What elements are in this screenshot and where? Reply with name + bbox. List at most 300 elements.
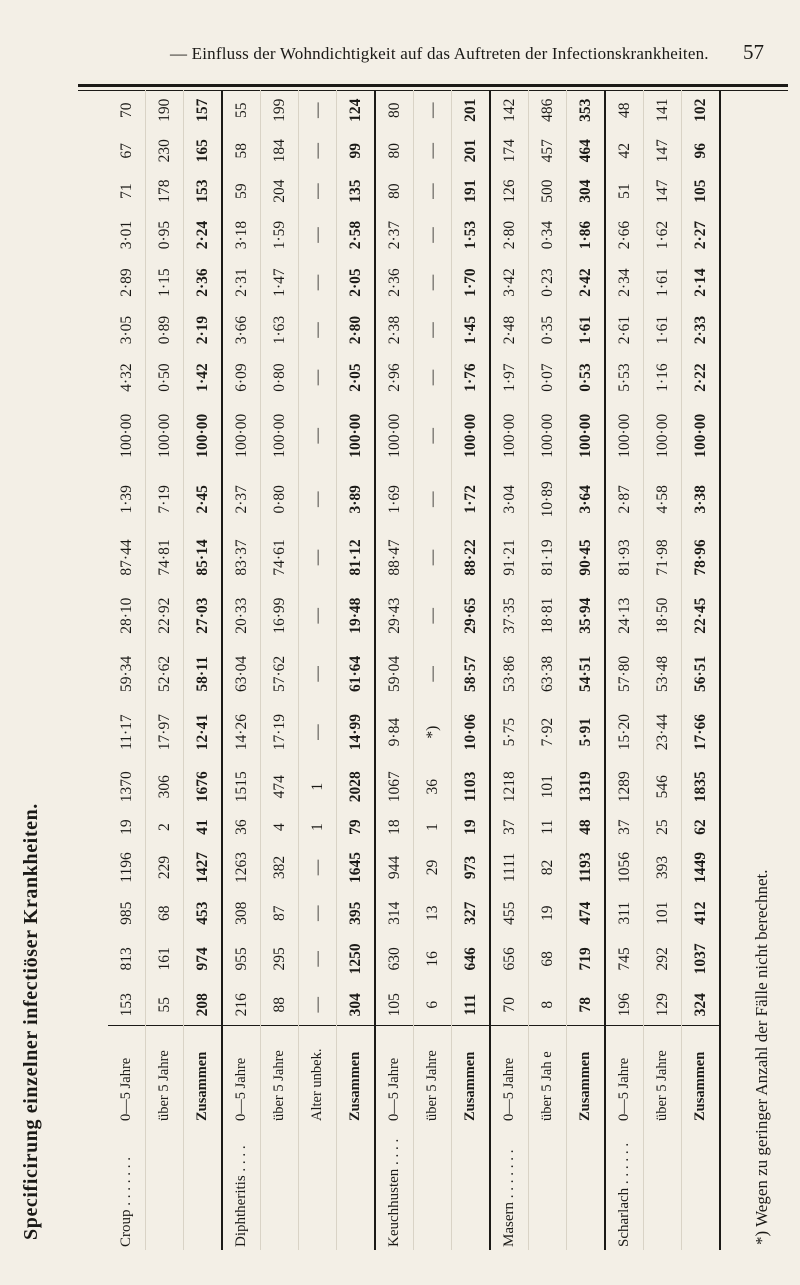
value-cell: 19 [529,893,567,933]
value-cell: 1·16 [644,354,682,402]
value-cell: 53·48 [644,645,682,703]
value-cell: 10·89 [529,470,567,528]
value-cell: 0·95 [146,211,184,259]
value-cell: 4 [261,812,299,842]
value-cell: 37 [490,812,529,842]
age-group-cell: 0—5 Jahre [375,1026,414,1125]
value-cell: 54·51 [567,645,606,703]
value-cell: 59·04 [375,645,414,703]
value-cell: 96 [682,131,721,171]
value-cell: 17·66 [682,703,721,761]
value-cell: 3·42 [490,259,529,307]
value-cell: — [299,587,337,645]
value-cell: 1·97 [490,354,529,402]
value-cell: 1835 [682,761,721,812]
value-cell: 100·00 [605,401,644,470]
value-cell: 51 [605,171,644,211]
value-cell: 295 [261,933,299,984]
value-cell: 161 [146,933,184,984]
value-cell: 80 [375,90,414,131]
value-cell: — [299,259,337,307]
value-cell: 29·43 [375,587,414,645]
value-cell: 19 [452,812,491,842]
value-cell: 8 [529,984,567,1025]
value-cell: 29 [414,842,452,893]
disease-cell [337,1124,376,1250]
value-cell: 0·80 [261,470,299,528]
value-cell: 973 [452,842,491,893]
table-row [299,90,337,1250]
value-cell: — [299,984,337,1025]
footnote: *) Wegen zu geringer Anzahl der Fälle nicht berechnet. [752,869,771,1245]
value-cell: 1370 [108,761,146,812]
age-group-cell: Alter unbek. [299,1026,337,1125]
value-cell: 382 [261,842,299,893]
value-cell: 2·22 [682,354,721,402]
header-rule [78,84,788,87]
table-row [529,90,567,1250]
value-cell: — [414,259,452,307]
value-cell: 1218 [490,761,529,812]
value-cell: 74·81 [146,528,184,586]
value-cell: 105 [375,984,414,1025]
value-cell: 412 [682,893,721,933]
value-cell: 1·15 [146,259,184,307]
value-cell: 67 [108,131,146,171]
value-cell: 100·00 [529,401,567,470]
age-group-cell: über 5 Jahre [414,1026,452,1125]
age-group-cell: über 5 Jah e [529,1026,567,1125]
value-cell: 1·61 [644,259,682,307]
value-cell: 4·58 [644,470,682,528]
table-row [337,90,376,1250]
value-cell: 17·97 [146,703,184,761]
value-cell: 1·86 [567,211,606,259]
value-cell: 88 [261,984,299,1025]
value-cell: 304 [567,171,606,211]
value-cell: 955 [222,933,261,984]
value-cell: 42 [605,131,644,171]
value-cell: 81·93 [605,528,644,586]
value-cell: 395 [337,893,376,933]
value-cell: 2·61 [605,306,644,354]
value-cell: 81·19 [529,528,567,586]
disease-cell [146,1124,184,1250]
value-cell: 5·53 [605,354,644,402]
value-cell: 14·99 [337,703,376,761]
value-cell: 48 [567,812,606,842]
value-cell: — [414,171,452,211]
value-cell: 500 [529,171,567,211]
value-cell: 157 [184,90,223,131]
value-cell: 37·35 [490,587,529,645]
value-cell: 101 [529,761,567,812]
value-cell: 3·66 [222,306,261,354]
value-cell: 55 [146,984,184,1025]
value-cell: 68 [529,933,567,984]
rotated-table-wrapper [108,90,798,1250]
value-cell: 1·61 [567,306,606,354]
value-cell: 944 [375,842,414,893]
value-cell: 1037 [682,933,721,984]
value-cell: 196 [605,984,644,1025]
value-cell: 2·80 [337,306,376,354]
disease-cell [261,1124,299,1250]
value-cell: 63·04 [222,645,261,703]
value-cell: 646 [452,933,491,984]
table-row [682,90,721,1250]
value-cell: 0·34 [529,211,567,259]
value-cell: *) [414,703,452,761]
value-cell: — [414,470,452,528]
value-cell: 71 [108,171,146,211]
value-cell: 91·21 [490,528,529,586]
value-cell: 61·64 [337,645,376,703]
table-row [490,90,529,1250]
disease-cell [184,1124,223,1250]
page-number: 57 [743,40,764,64]
table-row [222,90,261,1250]
value-cell: 1·45 [452,306,491,354]
value-cell: 5·91 [567,703,606,761]
value-cell: 1250 [337,933,376,984]
value-cell: 135 [337,171,376,211]
value-cell: 1645 [337,842,376,893]
value-cell: 0·89 [146,306,184,354]
value-cell: 20·33 [222,587,261,645]
value-cell: 12·41 [184,703,223,761]
value-cell: 68 [146,893,184,933]
value-cell: 1·62 [644,211,682,259]
age-group-cell: 0—5 Jahre [222,1026,261,1125]
value-cell: 2·27 [682,211,721,259]
value-cell: 126 [490,171,529,211]
value-cell: 486 [529,90,567,131]
value-cell: 474 [567,893,606,933]
value-cell: — [414,401,452,470]
value-cell: 2·05 [337,259,376,307]
value-cell: 23·44 [644,703,682,761]
age-group-cell: 0—5 Jahre [605,1026,644,1125]
value-cell: 1427 [184,842,223,893]
value-cell: — [414,645,452,703]
value-cell: 3·18 [222,211,261,259]
value-cell: — [414,211,452,259]
table-row [146,90,184,1250]
value-cell: 974 [184,933,223,984]
value-cell: 22·92 [146,587,184,645]
value-cell: 2·42 [567,259,606,307]
value-cell: 2·19 [184,306,223,354]
value-cell: 1·76 [452,354,491,402]
value-cell: 142 [490,90,529,131]
value-cell: 2·89 [108,259,146,307]
value-cell: 2·58 [337,211,376,259]
value-cell: 2·37 [375,211,414,259]
value-cell: 11·17 [108,703,146,761]
value-cell: 184 [261,131,299,171]
value-cell: 41 [184,812,223,842]
disease-cell [414,1124,452,1250]
value-cell: 1·72 [452,470,491,528]
value-cell: 201 [452,90,491,131]
value-cell: 1 [299,812,337,842]
value-cell: 141 [644,90,682,131]
value-cell: 1·53 [452,211,491,259]
disease-cell: Croup . . . . . . . [108,1124,146,1250]
value-cell: 70 [108,90,146,131]
value-cell: 71·98 [644,528,682,586]
value-cell: 57·62 [261,645,299,703]
value-cell: — [414,587,452,645]
value-cell: 1449 [682,842,721,893]
value-cell: 327 [452,893,491,933]
value-cell: 90·45 [567,528,606,586]
value-cell: 1196 [108,842,146,893]
value-cell: 314 [375,893,414,933]
value-cell: — [299,211,337,259]
value-cell: — [299,306,337,354]
value-cell: 3·89 [337,470,376,528]
value-cell: 10·06 [452,703,491,761]
value-cell: 1·42 [184,354,223,402]
value-cell: 1067 [375,761,414,812]
value-cell: 0·53 [567,354,606,402]
table-row [108,90,146,1250]
age-group-cell: über 5 Jahre [261,1026,299,1125]
value-cell: 83·37 [222,528,261,586]
value-cell: — [299,131,337,171]
value-cell: 190 [146,90,184,131]
value-cell: 36 [222,812,261,842]
value-cell: 105 [682,171,721,211]
value-cell: 9·84 [375,703,414,761]
value-cell: 1·39 [108,470,146,528]
table-row [414,90,452,1250]
table-row [261,90,299,1250]
value-cell: 1·59 [261,211,299,259]
value-cell: 78 [567,984,606,1025]
value-cell: 6·09 [222,354,261,402]
table-caption: Specificirung einzelner infectiöser Krankheiten. [20,803,42,1240]
value-cell: 18 [375,812,414,842]
value-cell: 2028 [337,761,376,812]
value-cell: 1319 [567,761,606,812]
value-cell: 2·33 [682,306,721,354]
value-cell: 2·87 [605,470,644,528]
table-row [567,90,606,1250]
value-cell: 100·00 [337,401,376,470]
value-cell: 88·47 [375,528,414,586]
disease-cell: Masern . . . . . . . [490,1124,529,1250]
value-cell: 153 [108,984,146,1025]
value-cell: 1 [299,761,337,812]
value-cell: 100·00 [375,401,414,470]
value-cell: 5·75 [490,703,529,761]
value-cell: 745 [605,933,644,984]
value-cell: — [414,528,452,586]
value-cell: 82 [529,842,567,893]
value-cell: 153 [184,171,223,211]
value-cell: — [299,401,337,470]
value-cell: 58·11 [184,645,223,703]
value-cell: — [299,893,337,933]
value-cell: 2·37 [222,470,261,528]
value-cell: 147 [644,171,682,211]
value-cell: — [299,933,337,984]
disease-cell: Keuchhusten . . . . [375,1124,414,1250]
value-cell: 3·64 [567,470,606,528]
value-cell: — [299,645,337,703]
value-cell: 2·34 [605,259,644,307]
value-cell: 2·96 [375,354,414,402]
value-cell: 24·13 [605,587,644,645]
value-cell: 37 [605,812,644,842]
value-cell: 100·00 [108,401,146,470]
value-cell: 100·00 [184,401,223,470]
value-cell: 18·50 [644,587,682,645]
value-cell: 1 [414,812,452,842]
value-cell: 19·48 [337,587,376,645]
value-cell: 1515 [222,761,261,812]
value-cell: 13 [414,893,452,933]
value-cell: 3·38 [682,470,721,528]
value-cell: 353 [567,90,606,131]
value-cell: 48 [605,90,644,131]
value-cell: 2·45 [184,470,223,528]
value-cell: 178 [146,171,184,211]
value-cell: — [414,354,452,402]
value-cell: 2 [146,812,184,842]
value-cell: 100·00 [261,401,299,470]
value-cell: 457 [529,131,567,171]
age-group-cell: Zusammen [452,1026,491,1125]
value-cell: 11 [529,812,567,842]
disease-cell: Scharlach . . . . . . [605,1124,644,1250]
table-row [605,90,644,1250]
value-cell: 464 [567,131,606,171]
value-cell: 306 [146,761,184,812]
value-cell: 88·22 [452,528,491,586]
value-cell: 58 [222,131,261,171]
value-cell: 191 [452,171,491,211]
value-cell: 2·31 [222,259,261,307]
value-cell: 204 [261,171,299,211]
value-cell: 17·19 [261,703,299,761]
value-cell: 1676 [184,761,223,812]
value-cell: 25 [644,812,682,842]
value-cell: 70 [490,984,529,1025]
value-cell: — [299,470,337,528]
age-group-cell: 0—5 Jahre [108,1026,146,1125]
running-title: — Einfluss der Wohndichtigkeit auf das Auftreten der Infectionskrankheiten. [170,44,709,63]
value-cell: 63·38 [529,645,567,703]
value-cell: 2·14 [682,259,721,307]
value-cell: — [414,90,452,131]
value-cell: 100·00 [644,401,682,470]
value-cell: 56·51 [682,645,721,703]
value-cell: 147 [644,131,682,171]
value-cell: 100·00 [567,401,606,470]
value-cell: 124 [337,90,376,131]
value-cell: 985 [108,893,146,933]
value-cell: 16·99 [261,587,299,645]
value-cell: 324 [682,984,721,1025]
table-row [452,90,491,1250]
value-cell: 216 [222,984,261,1025]
value-cell: 546 [644,761,682,812]
value-cell: — [299,354,337,402]
table-row [375,90,414,1250]
value-cell: 7·19 [146,470,184,528]
value-cell: 719 [567,933,606,984]
value-cell: 19 [108,812,146,842]
value-cell: 1193 [567,842,606,893]
value-cell: 208 [184,984,223,1025]
value-cell: 165 [184,131,223,171]
value-cell: 18·81 [529,587,567,645]
value-cell: 15·20 [605,703,644,761]
value-cell: 87 [261,893,299,933]
value-cell: 100·00 [490,401,529,470]
value-cell: 304 [337,984,376,1025]
value-cell: 201 [452,131,491,171]
value-cell: 0·50 [146,354,184,402]
value-cell: 3·01 [108,211,146,259]
value-cell: 199 [261,90,299,131]
value-cell: 102 [682,90,721,131]
value-cell: 59 [222,171,261,211]
value-cell: 1·69 [375,470,414,528]
disease-cell [682,1124,721,1250]
value-cell: 52·62 [146,645,184,703]
value-cell: 55 [222,90,261,131]
age-group-cell: Zusammen [184,1026,223,1125]
value-cell: 22·45 [682,587,721,645]
value-cell: 14·26 [222,703,261,761]
table-row [184,90,223,1250]
value-cell: 311 [605,893,644,933]
age-group-cell: Zusammen [567,1026,606,1125]
value-cell: 308 [222,893,261,933]
age-group-cell: über 5 Jahre [146,1026,184,1125]
value-cell: — [299,703,337,761]
value-cell: 2·36 [184,259,223,307]
value-cell: 111 [452,984,491,1025]
value-cell: 2·36 [375,259,414,307]
value-cell: 62 [682,812,721,842]
value-cell: 6 [414,984,452,1025]
age-group-cell: 0—5 Jahre [490,1026,529,1125]
value-cell: 85·14 [184,528,223,586]
value-cell: 81·12 [337,528,376,586]
value-cell: — [414,131,452,171]
value-cell: 4·32 [108,354,146,402]
value-cell: 16 [414,933,452,984]
value-cell: 100·00 [452,401,491,470]
value-cell: 0·23 [529,259,567,307]
value-cell: 59·34 [108,645,146,703]
value-cell: 1·70 [452,259,491,307]
value-cell: 393 [644,842,682,893]
value-cell: — [299,171,337,211]
value-cell: 2·24 [184,211,223,259]
value-cell: 35·94 [567,587,606,645]
value-cell: 3·05 [108,306,146,354]
value-cell: 2·66 [605,211,644,259]
value-cell: 87·44 [108,528,146,586]
value-cell: 57·80 [605,645,644,703]
